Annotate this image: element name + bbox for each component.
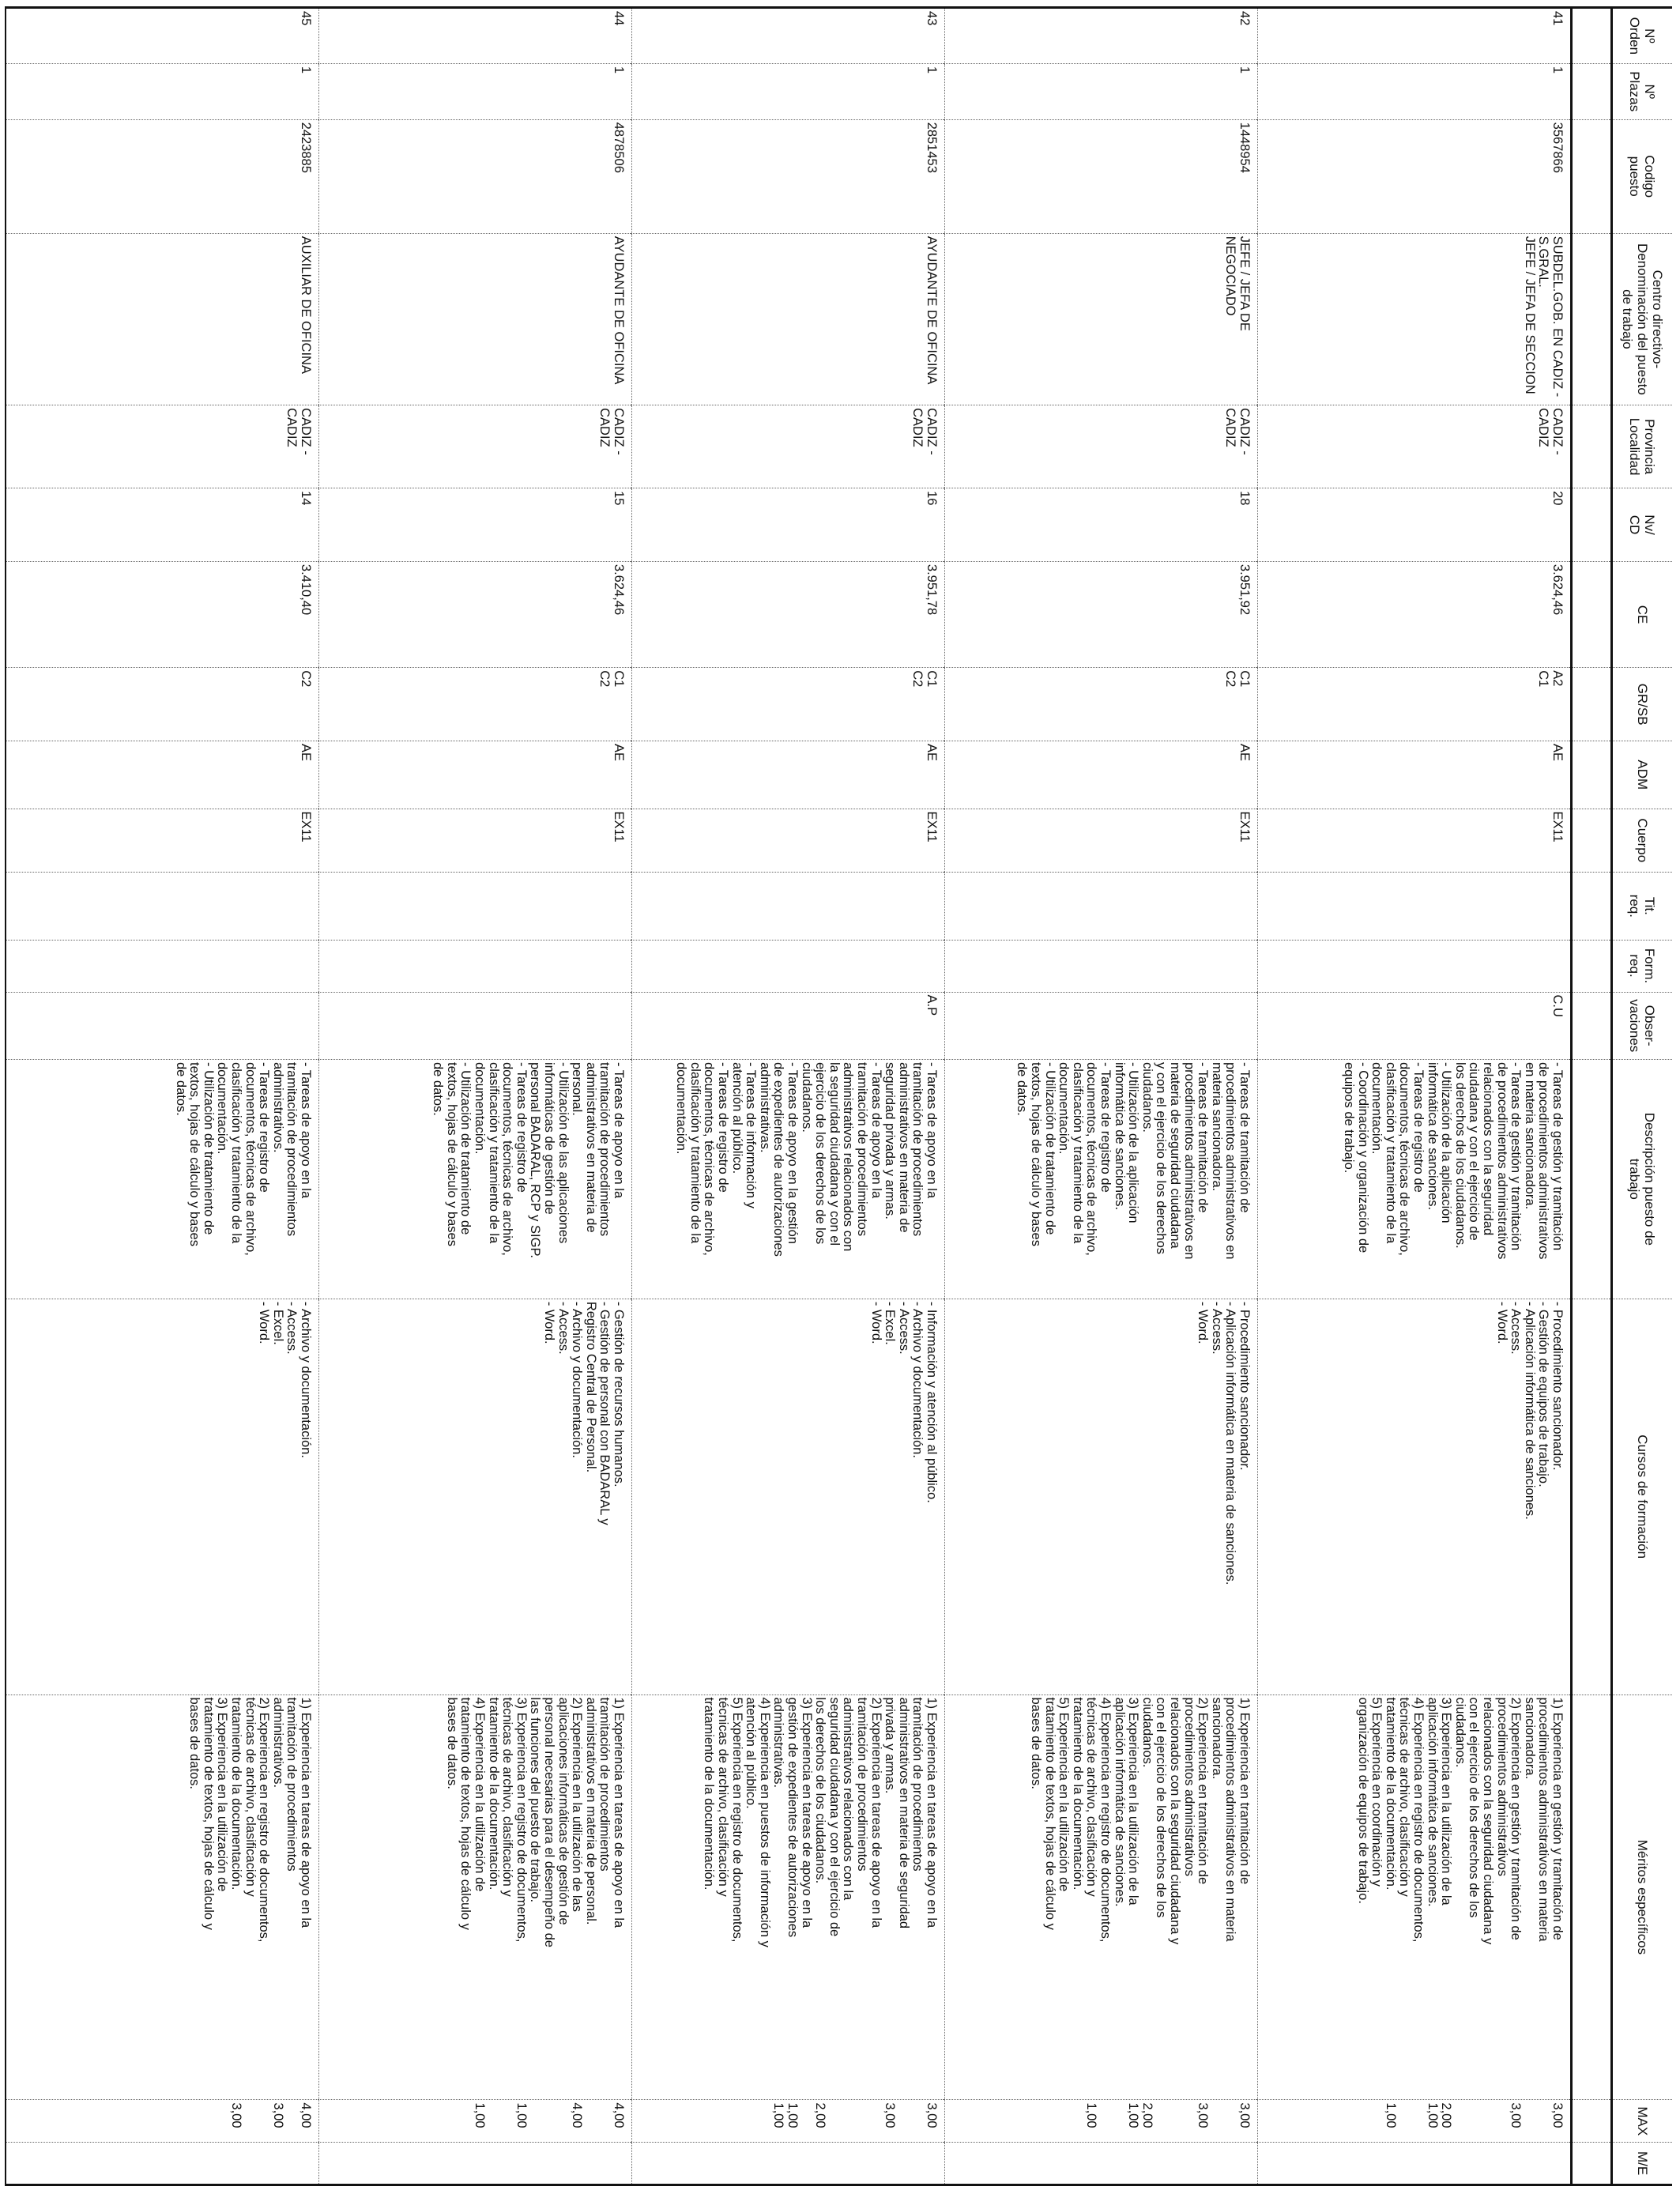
header-grupo: GR/SB bbox=[1612, 668, 1673, 741]
observaciones-cell: A.P bbox=[632, 992, 945, 1059]
titulacion-cell bbox=[1258, 873, 1572, 940]
plazas-cell: 1 bbox=[319, 63, 632, 119]
header-spacer-row bbox=[1572, 8, 1612, 2185]
nivel-cell: 14 bbox=[6, 488, 319, 562]
plazas-cell: 1 bbox=[945, 63, 1258, 119]
table-row bbox=[6, 8, 319, 2185]
ce-cell: 3.624,46 bbox=[1258, 561, 1572, 667]
header-descripcion: Descripción puesto de trabajo bbox=[1612, 1059, 1673, 1299]
descripcion-cell: - Tareas de apoyo en la tramitación de procedimientos administrativos. - Tareas de registro de documentos, técnicas de archivo, clasificación y tratamiento de la documentación. - Utilización de tratamiento de textos, hojas de cálculo y bases de datos. bbox=[6, 1059, 319, 1299]
table-row bbox=[632, 8, 945, 2185]
observaciones-cell bbox=[319, 992, 632, 1059]
header-meritos: Méritos específicos bbox=[1612, 1695, 1673, 2100]
header-orden: Nº Orden bbox=[1612, 8, 1673, 64]
grupo-cell: C1 C2 bbox=[945, 668, 1258, 741]
adm-cell: AE bbox=[1258, 741, 1572, 809]
cuerpo-cell: EX11 bbox=[319, 809, 632, 873]
formacion-req-cell bbox=[945, 940, 1258, 992]
observaciones-cell bbox=[945, 992, 1258, 1059]
cursos-cell: - Procedimiento sancionador. - Aplicación informática en materia de sanciones. - Access. - Word. bbox=[945, 1299, 1258, 1695]
table-body bbox=[6, 8, 1572, 2185]
orden-cell: 44 bbox=[319, 8, 632, 64]
descripcion-cell: - Tareas de tramitación de procedimientos administrativos en materia sancionadora. - Tareas de tramitación de procedimientos administrativos en materia de seguridad ciudadana y con el ejercicio de los derechos ciudadanos. - Utilización de la aplicación informática de sanciones. - Tareas de registro de documentos, técnicas de archivo, clasificación y tratamiento de la documentación. - Utilización de tratamiento de textos, hojas de cálculo y bases de datos. bbox=[945, 1059, 1258, 1299]
titulacion-cell bbox=[6, 873, 319, 940]
header-me: M/E bbox=[1612, 2143, 1673, 2185]
orden-cell: 41 bbox=[1258, 8, 1572, 64]
nivel-cell: 18 bbox=[945, 488, 1258, 562]
codigo-cell: 1448954 bbox=[945, 119, 1258, 233]
titulacion-cell bbox=[945, 873, 1258, 940]
nivel-cell: 20 bbox=[1258, 488, 1572, 562]
provincia-cell: CADIZ - CADIZ bbox=[945, 405, 1258, 488]
me-cell bbox=[1258, 2143, 1572, 2185]
plazas-cell: 1 bbox=[6, 63, 319, 119]
codigo-cell: 2423885 bbox=[6, 119, 319, 233]
meritos-cell: 1) Experiencia en tareas de apoyo en la tramitación de procedimientos administrativos en materia de personal. 2) Experiencia en la utilización de las aplicaciones informáticas de gestión de personal necesarias para el desempeño de las funciones del puesto de trabajo. 3) Experiencia en registro de documentos, técnicas de archivo, clasificación y tratamiento de la documentación. 4) Experiencia en la utilización de tratamiento de textos, hojas de cálculo y bases de datos. bbox=[319, 1695, 632, 2100]
header-formacion-req: Form. req. bbox=[1612, 940, 1673, 992]
descripcion-cell: - Tareas de apoyo en la tramitación de procedimientos administrativos en materia de personal. - Utilización de las aplicaciones informáticas de gestión de personal BADARAL, RCP y SIGP. - Tareas de registro de documentos, técnicas de archivo, clasificación y tratamiento de la documentación. - Utilización de tratamiento de textos, hojas de cálculo y bases de datos. bbox=[319, 1059, 632, 1299]
cuerpo-cell: EX11 bbox=[1258, 809, 1572, 873]
header-ce: CE bbox=[1612, 561, 1673, 667]
observaciones-cell: C.U bbox=[1258, 992, 1572, 1059]
centro-denominacion-cell: SUBDEL.GOB. EN CADIZ - S.GRAL. JEFE / JEFA DE SECCION bbox=[1258, 233, 1572, 405]
titulacion-cell bbox=[632, 873, 945, 940]
header-centro: Centro directivo- Denominación del puesto de trabajo bbox=[1612, 233, 1673, 405]
cuerpo-cell: EX11 bbox=[945, 809, 1258, 873]
observaciones-cell bbox=[6, 992, 319, 1059]
meritos-cell: 1) Experiencia en tareas de apoyo en la tramitación de procedimientos administrativos en materia de seguridad privada y armas. 2) Experiencia en tareas de apoyo en la tramitación de procedimientos administrativos relacionados con la seguridad ciudadana y con el ejercicio de los derechos de los ciudadanos. 3) Experiencia en tareas de apoyo en la gestión de expedientes de autorizaciones administrativas. 4) Experiencia en puestos de información y atención al público. 5) Experiencia en registro de documentos, técnicas de archivo, clasificación y tratamiento de la documentación. bbox=[632, 1695, 945, 2100]
table-row bbox=[1258, 8, 1572, 2185]
max-cell: 3,00 3,00 2,00 1,00 1,00 bbox=[632, 2100, 945, 2143]
orden-cell: 42 bbox=[945, 8, 1258, 64]
nivel-cell: 15 bbox=[319, 488, 632, 562]
job-positions-table bbox=[5, 6, 1672, 2186]
meritos-cell: 1) Experiencia en gestión y tramitación de procedimientos administrativos en materia sancionadora. 2) Experiencia en gestión y tramitación de procedimientos administrativos relacionados con la seguridad ciudadana y con el ejercicio de los derechos de los ciudadanos. 3) Experiencia en la utilización de la aplicación informática de sanciones. 4) Experiencia en registro de documentos, técnicas de archivo, clasificación y tratamiento de la documentación. 5) Experiencia en coordinación y organización de equipos de trabajo. bbox=[1258, 1695, 1572, 2100]
ce-cell: 3.951,92 bbox=[945, 561, 1258, 667]
centro-denominacion-cell: AYUDANTE DE OFICINA bbox=[632, 233, 945, 405]
ce-cell: 3.624,46 bbox=[319, 561, 632, 667]
max-cell: 4,00 3,00 3,00 bbox=[6, 2100, 319, 2143]
header-cuerpo: Cuerpo bbox=[1612, 809, 1673, 873]
plazas-cell: 1 bbox=[632, 63, 945, 119]
descripcion-cell: - Tareas de apoyo en la tramitación de procedimientos administrativos en materia de seguridad privada y armas. - Tareas de apoyo en la tramitación de procedimientos administrativos relacionados con la seguridad ciudadana y con el ejercicio de los derechos de los ciudadanos. - Tareas de apoyo en la gestión de expedientes de autorizaciones administrativas. - Tareas de información y atención al público. - Tareas de registro de documentos, técnicas de archivo, clasificación y tratamiento de la documentación. bbox=[632, 1059, 945, 1299]
cursos-cell: - Información y atención al público. - Archivo y documentación. - Access. - Excel. - Word. bbox=[632, 1299, 945, 1695]
adm-cell: AE bbox=[319, 741, 632, 809]
table-row bbox=[945, 8, 1258, 2185]
max-cell: 3,00 3,00 2,00 1,00 1,00 bbox=[945, 2100, 1258, 2143]
nivel-cell: 16 bbox=[632, 488, 945, 562]
header-observaciones: Obser- vaciones bbox=[1612, 992, 1673, 1059]
header-codigo: Codigo puesto bbox=[1612, 119, 1673, 233]
centro-denominacion-cell: AYUDANTE DE OFICINA bbox=[319, 233, 632, 405]
formacion-req-cell bbox=[319, 940, 632, 992]
adm-cell: AE bbox=[6, 741, 319, 809]
grupo-cell: C1 C2 bbox=[632, 668, 945, 741]
orden-cell: 45 bbox=[6, 8, 319, 64]
meritos-cell: 1) Experiencia en tareas de apoyo en la tramitación de procedimientos administrativos. 2) Experiencia en registro de documentos, técnicas de archivo, clasificación y tratamiento de la documentación. 3) Experiencia en la utilización de tratamiento de textos, hojas de cálculo y bases de datos. bbox=[6, 1695, 319, 2100]
codigo-cell: 3567866 bbox=[1258, 119, 1572, 233]
max-cell: 4,00 4,00 1,00 1,00 bbox=[319, 2100, 632, 2143]
header-titulacion: Tit. req. bbox=[1612, 873, 1673, 940]
centro-denominacion-cell: JEFE / JEFA DE NEGOCIADO bbox=[945, 233, 1258, 405]
cursos-cell: - Archivo y documentación. - Access. - Excel. - Word. bbox=[6, 1299, 319, 1695]
cuerpo-cell: EX11 bbox=[632, 809, 945, 873]
me-cell bbox=[319, 2143, 632, 2185]
ce-cell: 3.951,78 bbox=[632, 561, 945, 667]
me-cell bbox=[632, 2143, 945, 2185]
centro-denominacion-cell: AUXILIAR DE OFICINA bbox=[6, 233, 319, 405]
me-cell bbox=[945, 2143, 1258, 2185]
codigo-cell: 4878506 bbox=[319, 119, 632, 233]
formacion-req-cell bbox=[632, 940, 945, 992]
titulacion-cell bbox=[319, 873, 632, 940]
grupo-cell: C1 C2 bbox=[319, 668, 632, 741]
header-provincia: Provincia Localidad bbox=[1612, 405, 1673, 488]
ce-cell: 3.410,40 bbox=[6, 561, 319, 667]
orden-cell: 43 bbox=[632, 8, 945, 64]
header-cursos: Cursos de formación bbox=[1612, 1299, 1673, 1695]
grupo-cell: C2 bbox=[6, 668, 319, 741]
header-max: MAX bbox=[1612, 2100, 1673, 2143]
max-cell: 3,00 3,00 2,00 1,00 1,00 bbox=[1258, 2100, 1572, 2143]
adm-cell: AE bbox=[945, 741, 1258, 809]
meritos-cell: 1) Experiencia en tramitación de procedimientos administrativos en materia sancionadora. 2) Experiencia en tramitación de procedimientos administrativos relacionados con la seguridad ciudadana y con el ejercicio de los derechos de los ciudadanos. 3) Experiencia en la utilización de la aplicación informática de sanciones. 4) Experiencia en registro de documentos, técnicas de archivo, clasificación y tratamiento de la documentación. 5) Experiencia en la utilización de tratamiento de textos, hojas de cálculo y bases de datos. bbox=[945, 1695, 1258, 2100]
formacion-req-cell bbox=[1258, 940, 1572, 992]
header-nivel: Nv/ CD bbox=[1612, 488, 1673, 562]
descripcion-cell: - Tareas de gestión y tramitación de procedimientos administrativos en materia sancionadora. - Tareas de gestión y tramitación de procedimientos administrativos relacionados con la seguridad ciudadana y con el ejercicio de los derechos de los ciudadanos. - Utilización de la aplicación informática de sanciones. - Tareas de registro de documentos, técnicas de archivo, clasificación y tratamiento de la documentación. - Coordinación y organización de equipos de trabajo. bbox=[1258, 1059, 1572, 1299]
formacion-req-cell bbox=[6, 940, 319, 992]
cuerpo-cell: EX11 bbox=[6, 809, 319, 873]
cursos-cell: - Procedimiento sancionador. - Gestión de equipos de trabajo. - Aplicación informática de sanciones. - Access. - Word. bbox=[1258, 1299, 1572, 1695]
provincia-cell: CADIZ - CADIZ bbox=[6, 405, 319, 488]
header-plazas: Nº Plazas bbox=[1612, 63, 1673, 119]
provincia-cell: CADIZ - CADIZ bbox=[632, 405, 945, 488]
provincia-cell: CADIZ - CADIZ bbox=[319, 405, 632, 488]
cursos-cell: - Gestión de recursos humanos. - Gestión de personal con BADARAL y Registro Central de Personal. - Archivo y documentación. - Access. - Word. bbox=[319, 1299, 632, 1695]
provincia-cell: CADIZ - CADIZ bbox=[1258, 405, 1572, 488]
codigo-cell: 2851453 bbox=[632, 119, 945, 233]
adm-cell: AE bbox=[632, 741, 945, 809]
grupo-cell: A2 C1 bbox=[1258, 668, 1572, 741]
table-row bbox=[319, 8, 632, 2185]
header-adm: ADM bbox=[1612, 741, 1673, 809]
me-cell bbox=[6, 2143, 319, 2185]
plazas-cell: 1 bbox=[1258, 63, 1572, 119]
